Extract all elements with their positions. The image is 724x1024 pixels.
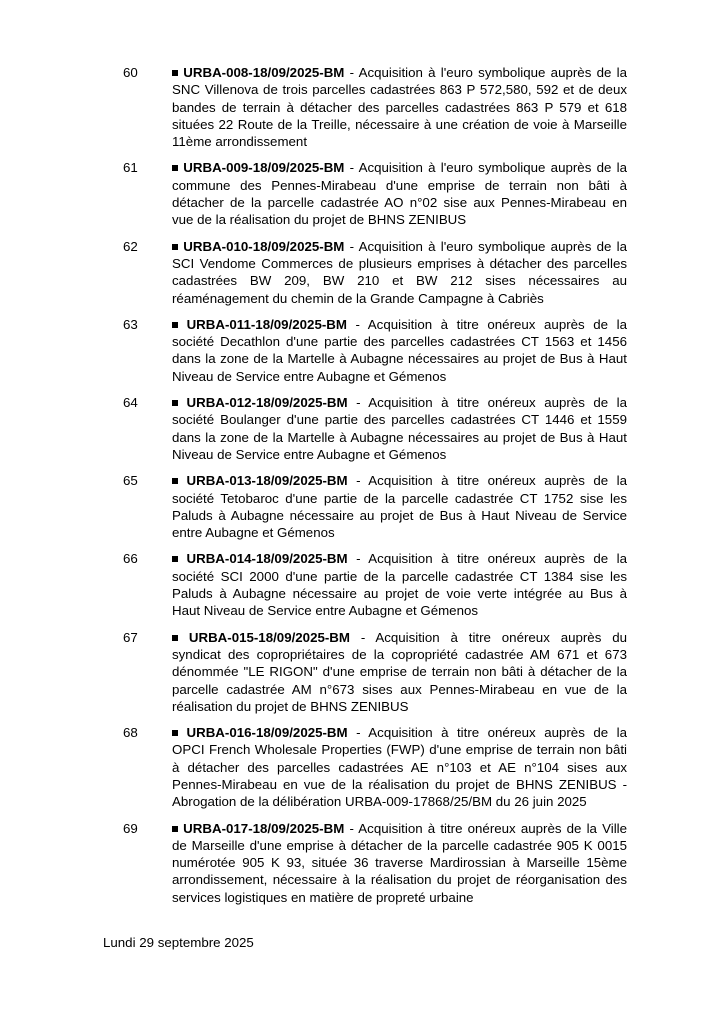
item-first-line: [172, 238, 627, 255]
footer-date: Lundi 29 septembre 2025: [103, 935, 254, 950]
item-text-line: société SCI 2000 d'une partie de la parcelle cadastrée CT 1384 sise les: [172, 568, 627, 584]
list-item: [123, 472, 724, 541]
item-reference: URBA-011-18/09/2025-BM: [186, 316, 347, 332]
item-first-line: [172, 550, 627, 567]
item-paragraph: [172, 238, 627, 307]
bullet-square-icon: [172, 244, 178, 250]
item-text-line: arrondissement, nécessaire à la réalisation du projet de réorganisation des: [172, 872, 627, 888]
item-text-line: réaménagement du chemin de la Grande Campagne à Cabriès: [172, 290, 544, 306]
item-reference: URBA-015-18/09/2025-BM: [188, 629, 350, 645]
item-text-line: société Tetobaroc d'une partie de la parcelle cadastrée CT 1752 sise les: [172, 490, 627, 506]
item-reference: URBA-010-18/09/2025-BM: [183, 238, 345, 254]
item-first-line: [172, 316, 627, 333]
bullet-square-icon: [172, 70, 178, 76]
bullet-square-icon: [172, 322, 178, 328]
item-text-line: cadastrées BW 209, BW 210 et BW 212 sises nécessaires au: [172, 273, 627, 289]
bullet-square-icon: [172, 730, 178, 736]
item-text: - Acquisition à titre onéreux auprès de la: [355, 316, 627, 332]
item-reference: URBA-016-18/09/2025-BM: [186, 725, 348, 741]
item-text-line: commune des Pennes-Mirabeau d'une emprise de terrain non bâti à: [172, 177, 627, 193]
item-first-line: [172, 629, 627, 646]
item-number: 61: [123, 160, 138, 176]
item-text-line: Niveau de Service entre Aubagne et Gémenos: [172, 446, 447, 462]
item-text-line: SNC Villenova de trois parcelles cadastrées 863 P 572,580, 592 et de deux: [172, 82, 627, 98]
item-text-line: entre Aubagne et Gémenos: [172, 525, 335, 541]
item-number: 66: [123, 551, 138, 567]
item-first-line: [172, 159, 627, 176]
bullet-square-icon: [172, 826, 178, 832]
item-text-line: dans la zone de la Martelle à Aubagne nécessaires au projet de Bus à Haut: [172, 429, 627, 445]
bullet-square-icon: [172, 165, 178, 171]
item-first-line: [172, 394, 627, 411]
item-text-line: SCI Vendome Commerces de plusieurs emprises à détacher des parcelles: [172, 255, 627, 271]
item-text-line: services logistiques en matière de propreté urbaine: [172, 889, 474, 905]
item-text: - Acquisition à l'euro symbolique auprès de la: [349, 160, 627, 176]
item-paragraph: [172, 316, 627, 385]
item-number: 64: [123, 395, 138, 411]
item-text-line: dénommée "LE RIGON" d'une emprise de terrain non bâti à détacher de la: [172, 664, 627, 680]
item-paragraph: [172, 820, 627, 906]
item-number: 62: [123, 238, 138, 254]
item-text-line: Abrogation de la délibération URBA-009-17868/25/BM du 26 juin 2025: [172, 794, 587, 810]
item-number: 69: [123, 820, 138, 836]
bullet-square-icon: [172, 478, 178, 484]
item-paragraph: [172, 724, 627, 810]
list-item: [123, 159, 724, 228]
item-text: - Acquisition à l'euro symbolique auprès de la: [349, 65, 627, 80]
item-text: - Acquisition à titre onéreux auprès de la: [356, 473, 627, 489]
item-paragraph: [172, 64, 627, 150]
item-text: - Acquisition à titre onéreux auprès du: [360, 629, 627, 645]
list-item: [123, 394, 724, 463]
item-first-line: [172, 64, 627, 81]
item-first-line: [172, 472, 627, 489]
item-text: - Acquisition à titre onéreux auprès de la: [356, 551, 627, 567]
item-text-line: Haut Niveau de Service entre Aubagne et Gémenos: [172, 603, 479, 619]
list-item: [123, 724, 724, 810]
item-text-line: Paluds à Aubagne nécessaire au projet de Bus à Haut Niveau de Service: [172, 507, 627, 523]
item-paragraph: [172, 550, 627, 619]
item-text: - Acquisition à titre onéreux auprès de la Ville: [349, 820, 627, 836]
item-text-line: Paluds à Aubagne nécessaire au projet de voie verte intégrée au Bus à: [172, 586, 627, 602]
item-reference: URBA-014-18/09/2025-BM: [186, 551, 348, 567]
item-text-line: détacher de la parcelle cadastrée AO n°02 sise aux Pennes-Mirabeau en: [172, 195, 627, 211]
item-reference: URBA-008-18/09/2025-BM: [183, 65, 345, 80]
item-number: 65: [123, 473, 138, 489]
item-text-line: parcelle cadastrée AM n°673 sises aux Pennes-Mirabeau en vue de la: [172, 681, 627, 697]
list-item: [123, 629, 724, 715]
item-text-line: Pennes-Mirabeau en vue de la réalisation du projet de BHNS ZENIBUS -: [172, 776, 627, 792]
bullet-square-icon: [172, 556, 178, 562]
item-text-line: société Boulanger d'une partie des parcelles cadastrées CT 1446 et 1559: [172, 412, 627, 428]
item-text: - Acquisition à titre onéreux auprès de la: [356, 395, 627, 411]
item-paragraph: [172, 472, 627, 541]
item-number: 60: [123, 65, 138, 80]
item-paragraph: [172, 394, 627, 463]
item-text-line: numérotée 905 K 93, située 36 traverse Mardirossian à Marseille 15ème: [172, 855, 627, 871]
item-text-line: à détacher des parcelles cadastrées AE n°103 et AE n°104 sises aux: [172, 759, 627, 775]
bullet-square-icon: [172, 635, 178, 641]
item-text-line: situées 22 Route de la Treille, nécessaire à une création de voie à Marseille: [172, 116, 627, 132]
item-reference: URBA-017-18/09/2025-BM: [183, 820, 345, 836]
item-text-line: dans la zone de la Martelle à Aubagne nécessaires au projet de Bus à Haut: [172, 351, 627, 367]
item-text: - Acquisition à l'euro symbolique auprès de la: [349, 238, 627, 254]
list-item: [123, 238, 724, 307]
item-first-line: [172, 724, 627, 741]
item-reference: URBA-013-18/09/2025-BM: [186, 473, 348, 489]
item-reference: URBA-012-18/09/2025-BM: [186, 395, 348, 411]
item-number: 68: [123, 725, 138, 741]
item-text-line: OPCI French Wholesale Properties (FWP) d'une emprise de terrain non bâti: [172, 742, 627, 758]
item-text-line: Niveau de Service entre Aubagne et Gémenos: [172, 368, 447, 384]
item-text-line: bandes de terrain à détacher des parcelles cadastrées 863 P 579 et 618: [172, 99, 627, 115]
item-paragraph: [172, 629, 627, 715]
list-item: [123, 820, 724, 906]
item-reference: URBA-009-18/09/2025-BM: [183, 160, 345, 176]
list-item: [123, 64, 724, 150]
bullet-square-icon: [172, 400, 178, 406]
item-paragraph: [172, 159, 627, 228]
item-text-line: syndicat des copropriétaires de la copropriété cadastrée AM 671 et 673: [172, 646, 627, 662]
item-text-line: vue de la réalisation du projet de BHNS ZENIBUS: [172, 212, 467, 228]
item-text-line: réalisation du projet de BHNS ZENIBUS: [172, 698, 409, 714]
item-text-line: société Decathlon d'une partie des parcelles cadastrées CT 1563 et 1456: [172, 334, 627, 350]
item-number: 67: [123, 629, 138, 645]
item-text-line: de Marseille d'une emprise à détacher de la parcelle cadastrée 905 K 0015: [172, 837, 627, 853]
item-text: - Acquisition à titre onéreux auprès de la: [356, 725, 627, 741]
item-number: 63: [123, 316, 138, 332]
list-item: [123, 550, 724, 619]
item-text-line: 11ème arrondissement: [172, 134, 308, 150]
list-item: [123, 316, 724, 385]
item-first-line: [172, 820, 627, 837]
